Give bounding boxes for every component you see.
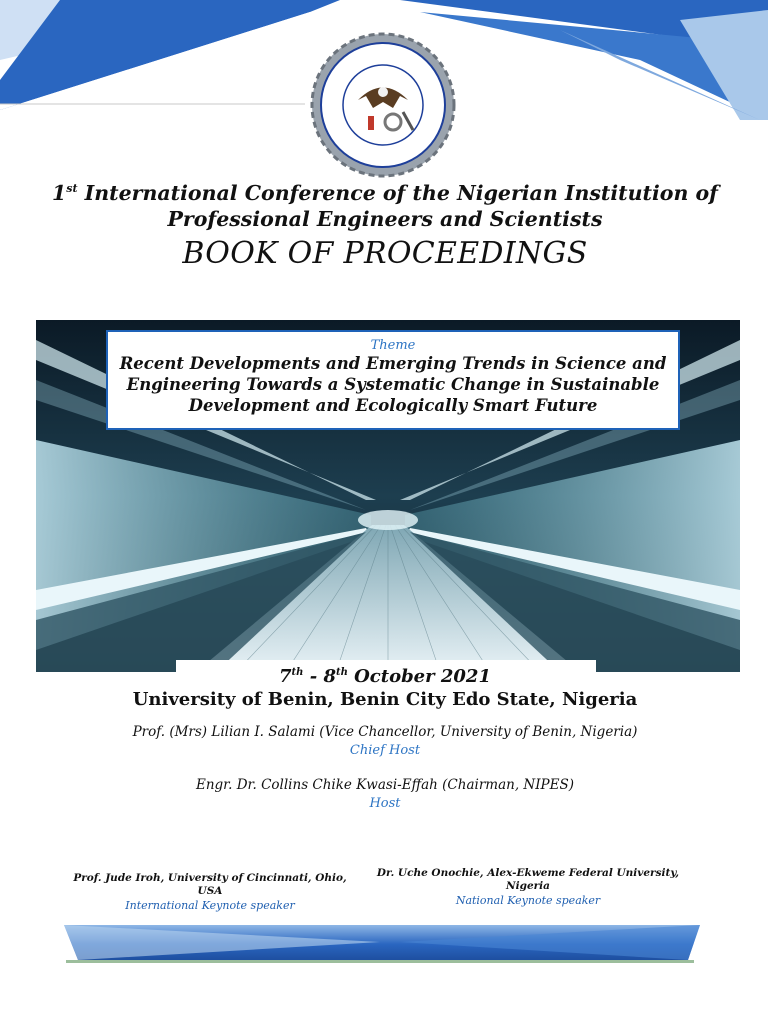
event-dates: [40, 666, 730, 687]
day2-suffix: th: [335, 667, 348, 678]
day1: 7: [279, 666, 292, 687]
theme-label: Theme: [370, 338, 416, 353]
conference-title-line1: International Conference of the Nigerian Institution of: [77, 180, 718, 205]
ordinal-suffix: st: [66, 182, 78, 195]
keynote-international-name-line1: Prof. Jude Iroh, University of Cincinnati, Ohio,: [73, 872, 347, 884]
conference-title: [40, 176, 730, 232]
host-name: Engr. Dr. Collins Chike Kwasi-Effah (Chairman, NIPES): [195, 777, 575, 793]
theme-box: [106, 330, 680, 430]
event-venue: University of Benin, Benin City Edo State, Nigeria: [132, 689, 638, 710]
keynote-national-role: National Keynote speaker: [455, 894, 601, 907]
theme-line-2: Engineering Towards a Systematic Change in Sustainable: [126, 375, 660, 394]
chief-host-role: Chief Host: [349, 743, 421, 758]
keynote-national-name-line2: Nigeria: [506, 880, 550, 892]
day2: 8: [323, 666, 336, 687]
month-year: October 2021: [347, 666, 491, 687]
theme-line-3: Development and Ecologically Smart Future: [188, 396, 598, 415]
keynote-international: [70, 872, 350, 912]
host-role: Host: [369, 796, 401, 811]
day1-suffix: th: [291, 667, 304, 678]
chief-host-name: Prof. (Mrs) Lilian I. Salami (Vice Chancellor, University of Benin, Nigeria): [132, 724, 638, 740]
date-dash: -: [303, 666, 324, 687]
theme-line-1: Recent Developments and Emerging Trends in Science and: [119, 354, 667, 373]
ordinal-number: 1: [51, 180, 67, 205]
book-title: BOOK OF PROCEEDINGS: [182, 236, 588, 271]
keynote-national-name-line1: Dr. Uche Onochie, Alex-Ekweme Federal University,: [376, 867, 680, 879]
conference-title-line2: Professional Engineers and Scientists: [167, 206, 603, 231]
keynote-international-name-line2: USA: [197, 885, 223, 897]
keynote-international-role: International Keynote speaker: [125, 899, 295, 912]
keynote-national: [372, 867, 684, 907]
theme-text: [108, 353, 678, 416]
institution-logo: [308, 30, 458, 180]
bottom-banner-decoration: [0, 920, 768, 970]
